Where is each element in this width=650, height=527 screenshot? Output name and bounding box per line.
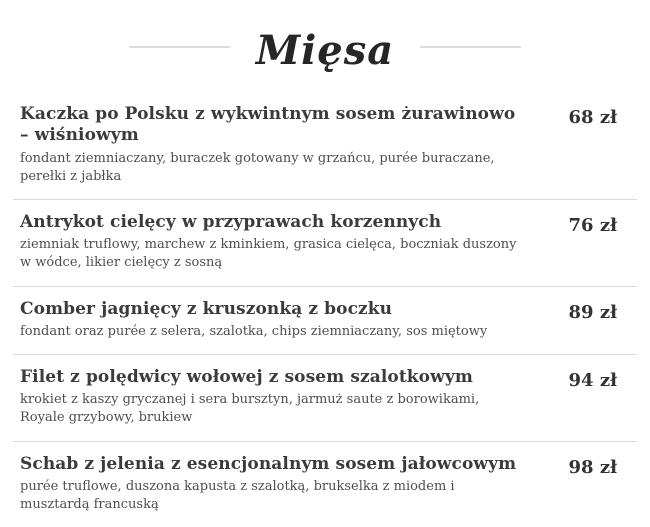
- dish-description: fondant ziemniaczany, buraczek gotowany w grzańcu, purée buraczane, perełki z jabłka: [20, 150, 495, 184]
- dish-price: 94 zł: [568, 369, 617, 391]
- menu-section-header: [0, 0, 650, 80]
- menu-item-4: [13, 355, 637, 441]
- dish-text-block: [20, 367, 525, 428]
- section-title: Mięsa: [255, 27, 395, 74]
- dish-text-block: [20, 454, 525, 515]
- dish-name: Comber jagnięcy z kruszonką z boczku: [20, 298, 393, 319]
- dish-price: 68 zł: [568, 107, 617, 128]
- dish-text-block: [20, 104, 525, 186]
- menu-item-2: [13, 200, 637, 286]
- dish-description: krokiet z kaszy gryczanej i sera bursztyn, jarmuż saute z borowikami, Royale grzybowy, brukiew: [20, 392, 480, 426]
- dish-description: fondant oraz purée z selera, szalotka, chips ziemniaczany, sos miętowy: [20, 323, 488, 339]
- dish-price: 98 zł: [568, 456, 617, 478]
- dish-price: 89 zł: [568, 301, 617, 323]
- menu-list: [0, 92, 650, 527]
- dish-description: purée truflowe, duszona kapusta z szalotką, brukselka z miodem i musztardą francuską: [20, 478, 455, 512]
- dish-text-block: [20, 212, 525, 273]
- dish-name: Kaczka po Polsku z wykwintnym sosem żurawinowo – wiśniowym: [20, 104, 516, 146]
- menu-item-3: [13, 287, 637, 354]
- menu-item-5: [13, 442, 637, 527]
- dish-name: Filet z polędwicy wołowej z sosem szalotkowym: [20, 366, 473, 387]
- dish-text-block: [20, 299, 487, 341]
- dish-name: Schab z jelenia z esencjonalnym sosem jałowcowym: [20, 453, 517, 474]
- dish-name: Antrykot cielęcy w przyprawach korzennych: [20, 211, 442, 232]
- decorative-line-left: [129, 46, 230, 48]
- dish-price: 76 zł: [568, 214, 617, 236]
- dish-description: ziemniak truflowy, marchew z kminkiem, grasica cielęca, boczniak duszony w wódce, likier cielęcy z sosną: [20, 237, 517, 271]
- menu-item-1: [13, 92, 637, 199]
- decorative-line-right: [420, 46, 521, 48]
